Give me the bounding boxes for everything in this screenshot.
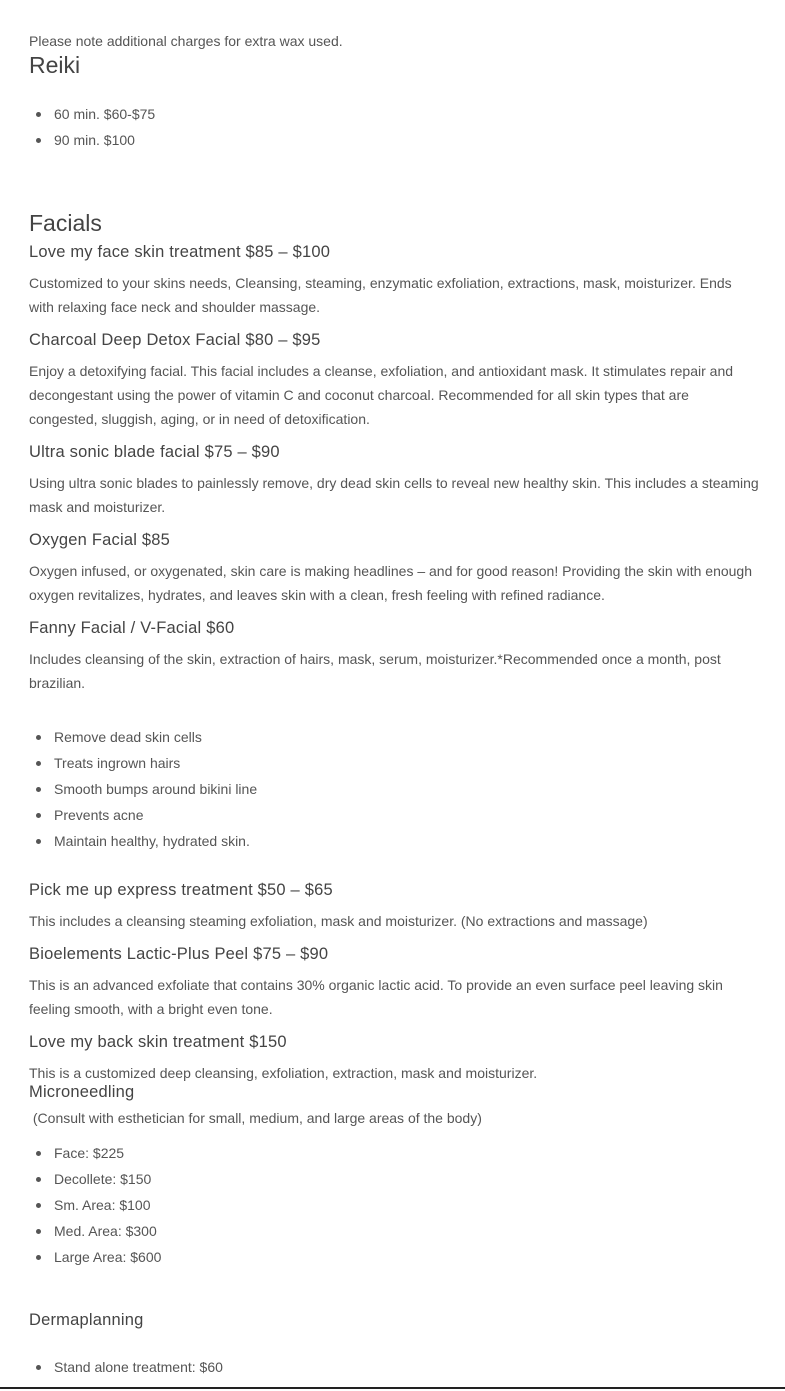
list-item: Stand alone treatment: $60 bbox=[29, 1354, 223, 1380]
list-item: Maintain healthy, hydrated skin. bbox=[29, 828, 257, 854]
treatment-description: This is a customized deep cleansing, exfoliation, extraction, mask and moisturizer. bbox=[29, 1065, 538, 1081]
reiki-price-list bbox=[29, 101, 155, 153]
treatment-description: This includes a cleansing steaming exfoliation, mask and moisturizer. (No extractions and massage) bbox=[29, 913, 648, 929]
treatment-title: Love my back skin treatment $150 bbox=[29, 1033, 287, 1051]
treatment-title: Bioelements Lactic-Plus Peel $75 – $90 bbox=[29, 945, 329, 963]
list-item: Large Area: $600 bbox=[29, 1244, 161, 1270]
treatment-description: Enjoy a detoxifying facial. This facial includes a cleanse, exfoliation, and antioxidant mask. It stimulates repair and decongestant using the power of vitamin C and coconut charcoal. Recommended for all skin types that are congested, sluggish, aging, or in need of detoxification. bbox=[29, 363, 734, 427]
facials-heading: Facials bbox=[29, 210, 102, 236]
fanny-benefits-list bbox=[29, 724, 257, 854]
treatment-title: Ultra sonic blade facial $75 – $90 bbox=[29, 443, 280, 461]
treatment-title: Fanny Facial / V-Facial $60 bbox=[29, 619, 235, 637]
treatment-description: Includes cleansing of the skin, extraction of hairs, mask, serum, moisturizer.*Recommended once a month, post brazilian. bbox=[29, 651, 721, 691]
treatment-description: Oxygen infused, or oxygenated, skin care is making headlines – and for good reason! Providing the skin with enough oxygen revitalizes, hydrates, and leaves skin with a clean, fresh feeling with refined radiance. bbox=[29, 563, 752, 603]
list-item: Face: $225 bbox=[29, 1140, 161, 1166]
treatment-title: Pick me up express treatment $50 – $65 bbox=[29, 881, 333, 899]
wax-note: Please note additional charges for extra wax used. bbox=[29, 33, 343, 49]
list-item: Remove dead skin cells bbox=[29, 724, 257, 750]
list-item: 90 min. $100 bbox=[29, 127, 155, 153]
treatment-description: Customized to your skins needs, Cleansing, steaming, enzymatic exfoliation, extractions, mask, moisturizer. Ends with relaxing face neck and shoulder massage. bbox=[29, 275, 732, 315]
treatment-description: This is an advanced exfoliate that contains 30% organic lactic acid. To provide an even surface peel leaving skin feeling smooth, with a bright even tone. bbox=[29, 977, 723, 1017]
list-item: Smooth bumps around bikini line bbox=[29, 776, 257, 802]
microneedling-price-list bbox=[29, 1140, 161, 1270]
list-item: Decollete: $150 bbox=[29, 1166, 161, 1192]
reiki-heading: Reiki bbox=[29, 52, 81, 78]
microneedling-note: (Consult with esthetician for small, medium, and large areas of the body) bbox=[29, 1110, 482, 1126]
microneedling-heading: Microneedling bbox=[29, 1083, 135, 1101]
list-item: Med. Area: $300 bbox=[29, 1218, 161, 1244]
treatment-description: Using ultra sonic blades to painlessly remove, dry dead skin cells to reveal new healthy skin. This includes a steaming mask and moisturizer. bbox=[29, 475, 759, 515]
dermaplanning-price-list bbox=[29, 1354, 223, 1380]
treatment-title: Charcoal Deep Detox Facial $80 – $95 bbox=[29, 331, 321, 349]
list-item: Treats ingrown hairs bbox=[29, 750, 257, 776]
treatment-title: Love my face skin treatment $85 – $100 bbox=[29, 243, 331, 261]
dermaplanning-heading: Dermaplanning bbox=[29, 1311, 144, 1329]
list-item: Prevents acne bbox=[29, 802, 257, 828]
list-item: Sm. Area: $100 bbox=[29, 1192, 161, 1218]
list-item: 60 min. $60-$75 bbox=[29, 101, 155, 127]
bottom-divider bbox=[0, 1387, 785, 1389]
treatment-title: Oxygen Facial $85 bbox=[29, 531, 170, 549]
